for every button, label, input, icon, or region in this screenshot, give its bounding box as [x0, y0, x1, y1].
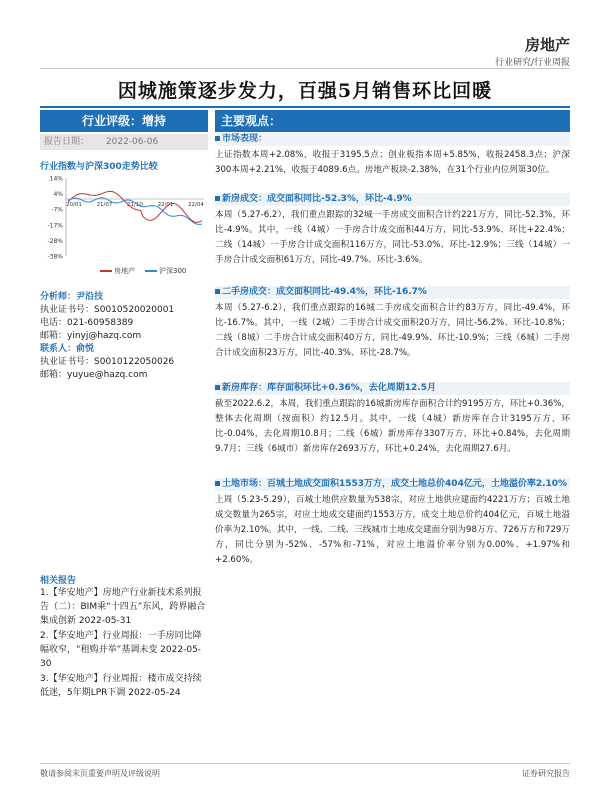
title-rule: [40, 106, 570, 108]
legend-label: 房地产: [114, 267, 135, 275]
section-new-home: [215, 193, 570, 268]
section-heading-text: 新房库存：库存面积环比+0.36%，去化周期12.5月: [222, 383, 436, 393]
analyst-name: 分析师：尹沿技: [40, 292, 104, 302]
contact-cert: 执业证书号：S0010122050026: [40, 357, 175, 367]
bullet-square-icon: [215, 196, 220, 201]
analyst-cert: 执业证书号：S0010520020001: [40, 305, 175, 315]
y-tick-label: 4%: [53, 191, 63, 199]
contact-block: [40, 343, 174, 382]
section-body: 上证指数本周+2.08%，收报于3195.5点；创业板指本周+5.85%，收报2458.3点；沪深300本周+2.21%，收报于4089.6点。房地产板块-2.38%，在31个行业内位列第30位。: [215, 150, 570, 175]
y-tick-label: 14%: [49, 175, 63, 183]
y-tick-label: -7%: [51, 206, 63, 214]
x-tick-label: 21/10: [127, 202, 143, 208]
footer-divider: [40, 763, 570, 764]
section-body: 上周（5.23-5.29），百城土地供应数量为538宗，对应土地供应建面约4221万方；百城土地成交数量为265宗，对应土地成交建面约1553万方，成交土地总价约404亿元，百城土地溢价率为2.10%。其中，一线、二线、三线城市土地成交建面分别为98万方、726万方和729万方，同比分别为-52%、-57%和-71%，对应土地溢价率分别为0.00%、+1.97%和+2.60%。: [215, 495, 570, 565]
y-tick-label: -38%: [47, 253, 63, 261]
analyst-email[interactable]: 邮箱：yinyj@hazq.com: [40, 331, 142, 341]
legend-label: 沪深300: [159, 267, 187, 275]
header-subtitle: 行业研究/行业周报: [494, 58, 570, 68]
section-market: [215, 133, 570, 178]
bullet-square-icon: [215, 481, 220, 486]
chart-legend: [100, 266, 186, 276]
bullet-square-icon: [215, 136, 220, 141]
main-views-title: 主要观点：: [215, 110, 570, 132]
section-heading: [215, 382, 570, 395]
x-tick-label: 22/04: [188, 202, 204, 208]
section-second-hand: [215, 286, 570, 361]
report-title: 因城施策逐步发力，百强5月销售环比回暖: [117, 80, 493, 102]
section-body: 本周（5.27-6.2），我们重点跟踪的16城二手房成交面积合计约83万方，同比-49.4%，环比-16.7%。其中，一线（2城）二手房合计成交面积20万方，同比-56.2%、环比-10.8%；二线（8城）二手房合计成交面积40万方，同比-49.9%、环比-10.9%；三线（6城）二手房合计成交面积23万方，同比-40.3%、环比-28.7%。: [215, 303, 570, 358]
y-tick-label: -17%: [47, 222, 63, 230]
report-date-label: 报告日期：: [44, 137, 90, 147]
industry-rating: 行业评级：增持: [40, 110, 208, 132]
related-report-item[interactable]: 2.【华安地产】行业周报：一手房同比降幅收窄，“租购并举”基调未变 2022-05-30: [40, 631, 202, 669]
related-reports-title: 相关报告: [40, 576, 77, 586]
section-heading-text: 土地市场：百城土地成交面积1553万方，成交土地总价404亿元，土地溢价率2.10%: [222, 479, 568, 489]
section-heading-text: 二手房成交：成交面积同比-49.4%，环比-16.7%: [222, 287, 427, 297]
x-tick-label: 22/01: [157, 202, 174, 208]
x-tick-label: 21/07: [96, 202, 113, 208]
section-heading: [215, 286, 570, 299]
related-report-item[interactable]: 1.【华安地产】房地产行业新技术系列报告（二）：BIM乘“十四五”东风，跨界融合集成创新 2022-05-31: [40, 588, 206, 626]
analyst-phone: 电话：021-60958389: [40, 318, 134, 328]
legend-item-realestate: [100, 266, 135, 276]
related-reports-list: [40, 586, 210, 701]
section-heading: [215, 478, 570, 491]
header-sector: 房地产: [524, 36, 570, 54]
section-heading: [215, 193, 570, 206]
section-land: [215, 478, 570, 568]
chart-title: 行业指数与沪深300走势比较: [40, 162, 158, 172]
x-tick-label: 20/01: [66, 202, 82, 208]
footer-disclaimer: 敬请参阅末页重要声明及评级说明: [40, 769, 160, 778]
section-heading-text: 新房成交：成交面积同比-52.3%，环比-4.9%: [222, 194, 412, 204]
index-comparison-chart: [40, 172, 208, 280]
contact-name: 联系人：俞悦: [40, 344, 95, 354]
bullet-square-icon: [215, 385, 220, 390]
bullet-square-icon: [215, 289, 220, 294]
footer-label: 证券研究报告: [522, 769, 570, 778]
section-heading: [215, 133, 570, 146]
legend-item-hs300: [145, 266, 186, 276]
chart-svg: [40, 172, 208, 280]
contact-email[interactable]: 邮箱：yuyue@hazq.com: [40, 370, 148, 380]
section-body: 本周（5.27-6.2），我们重点跟踪的32城一手房成交面积合计约221万方，同比-52.3%，环比-4.9%。其中，一线（4城）一手房合计成交面积44万方，同比-53.9%、环比+22.4%；二线（14城）一手房合计成交面积116万方，同比-53.0%、环比-12.9%；三线（14城）一手房合计成交面积61万方，同比-49.7%、环比-3.6%。: [215, 210, 570, 265]
analyst-block: [40, 291, 174, 343]
report-date: [40, 134, 208, 150]
y-tick-label: -28%: [47, 237, 63, 245]
related-report-item[interactable]: 3.【华安地产】行业周报：楼市成交持续低迷，5年期LPR下调 2022-05-24: [40, 674, 202, 698]
header-divider: [40, 68, 570, 69]
report-date-value: 2022-06-06: [105, 137, 159, 147]
section-inventory: [215, 382, 570, 457]
section-body: 截至2022.6.2，本周，我们重点跟踪的16城新房库存面积合计约9195万方，环比+0.36%，整体去化周期（按面积）约12.5月。其中，一线（4城）新房库存合计3195万方，环比-0.04%，去化周期10.8月；二线（6城）新房库存3307万方，环比+0.84%，去化周期9.7月；三线（6城市）新房库存2693万方，环比+0.24%，去化周期27.6月。: [215, 399, 570, 454]
section-heading-text: 市场表现：: [222, 134, 268, 144]
